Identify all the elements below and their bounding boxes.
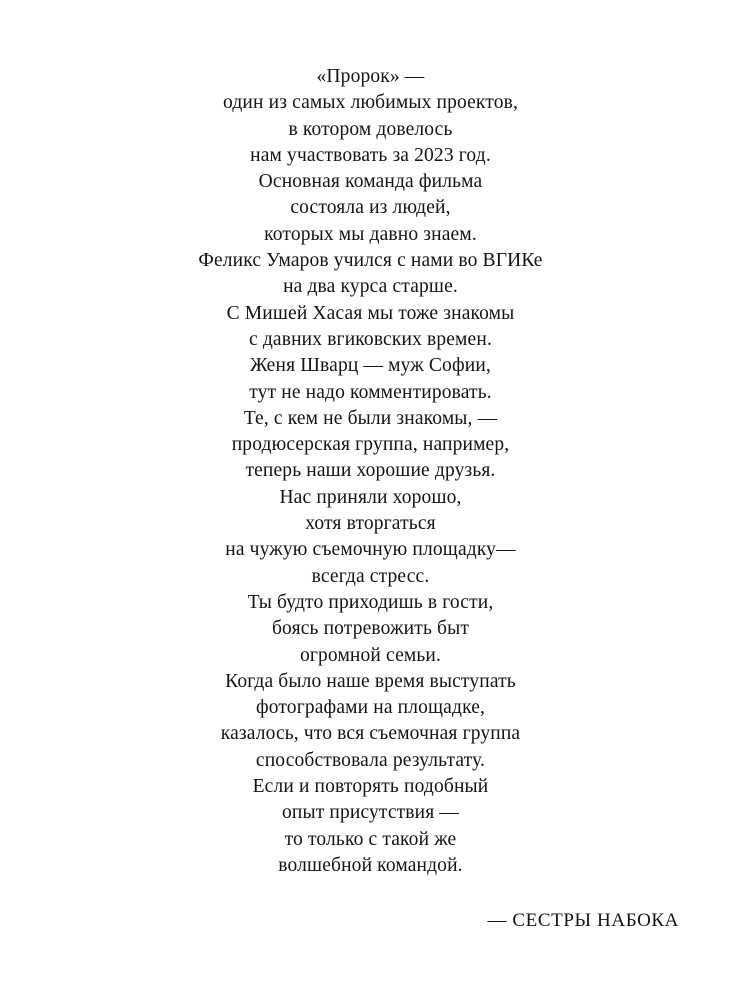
poem-line: Ты будто приходишь в гости, xyxy=(247,591,494,613)
poem-line: которых мы давно знаем. xyxy=(264,223,477,245)
poem-line: то только с такой же xyxy=(284,828,457,850)
poem-line: всегда стресс. xyxy=(311,565,430,587)
poem-line: С Мишей Хасая мы тоже знакомы xyxy=(226,302,515,324)
poem-text xyxy=(0,64,741,879)
poem-line: продюсерская группа, например, xyxy=(231,434,510,456)
poem-line: теперь наши хорошие друзья. xyxy=(245,460,496,482)
poem-line: казалось, что вся съемочная группа xyxy=(220,723,521,745)
poem-line: Когда было наше время выступать xyxy=(225,670,516,692)
poem-line: в котором довелось xyxy=(288,118,453,140)
poem-line: Основная команда фильма xyxy=(258,171,483,193)
poem-line: тут не надо комментировать. xyxy=(249,381,492,403)
poem-line: огромной семьи. xyxy=(299,644,442,666)
poem-line: Нас приняли хорошо, xyxy=(279,486,462,508)
poem-line: Если и повторять подобный xyxy=(252,776,489,798)
poem-line: с давних вгиковских времен. xyxy=(249,328,492,350)
poem-line: Женя Шварц — муж Софии, xyxy=(250,355,491,377)
poem-line: на чужую съемочную площадку— xyxy=(225,539,516,561)
poem-line: Те, с кем не были знакомы, — xyxy=(243,407,498,429)
poem-line: фотографами на площадке, xyxy=(255,697,486,719)
poem-line: нам участвовать за 2023 год. xyxy=(250,144,491,166)
poem-line: Феликс Умаров учился с нами во ВГИКе xyxy=(198,250,543,272)
poem-line: способствовала результату. xyxy=(255,749,486,771)
poem-line: состояла из людей, xyxy=(290,197,451,219)
poem-line: «Пророк» — xyxy=(316,66,425,87)
poem-line: один из самых любимых проектов, xyxy=(223,92,518,114)
poem-line: хотя вторгаться xyxy=(305,513,436,535)
poem-line: на два курса старше. xyxy=(283,276,458,298)
poem-line: боясь потревожить быт xyxy=(271,618,470,640)
poem-line: волшебной командой. xyxy=(278,854,463,876)
poem-line: опыт присутствия — xyxy=(281,802,460,824)
signature: — СЕСТРЫ НАБОКА xyxy=(487,910,679,931)
